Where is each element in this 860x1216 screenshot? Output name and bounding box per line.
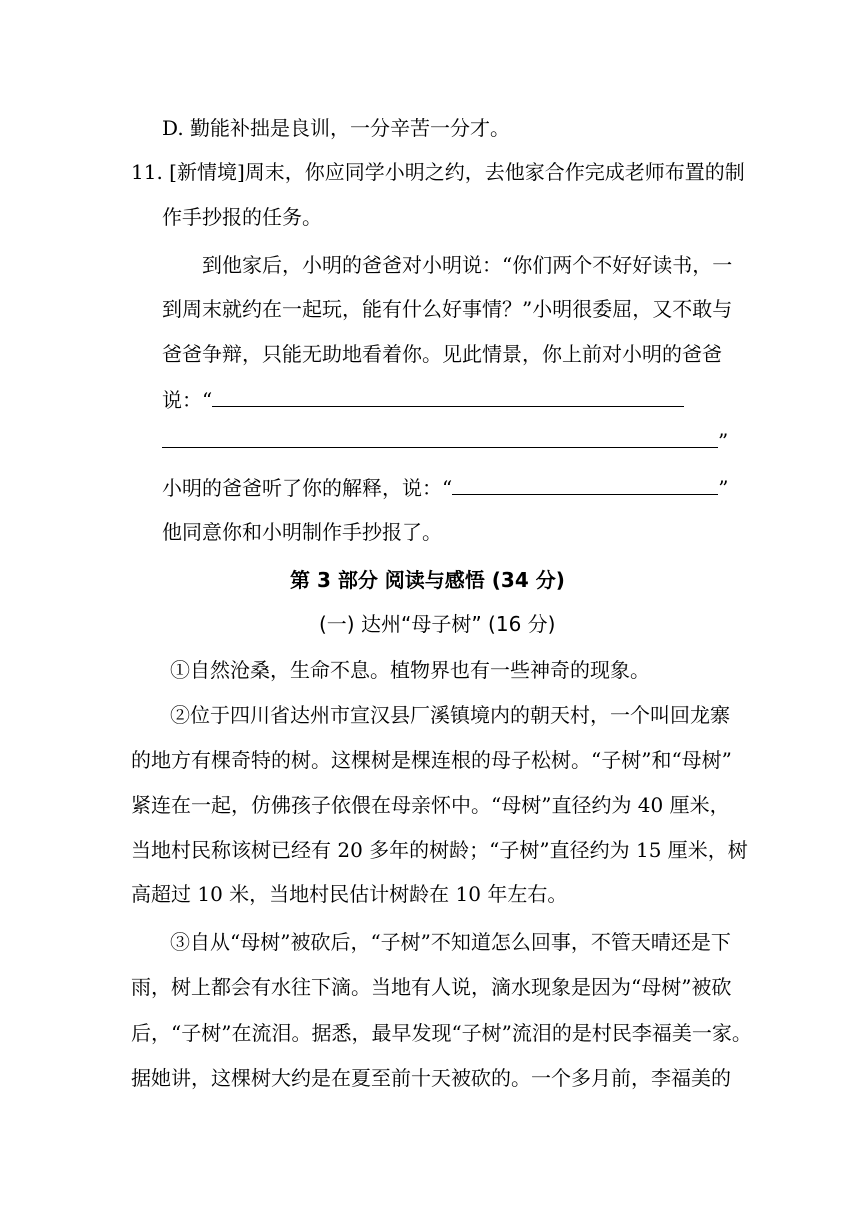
paragraph-2-line: 高超过 10 米，当地村民估计树龄在 10 年左右。 [131, 882, 568, 906]
closing-quote: ” [718, 476, 729, 500]
question-11-line: 爸爸争辩，只能无助地看着你。见此情景，你上前对小明的爸爸 [162, 342, 722, 366]
paragraph-1: ①自然沧桑，生命不息。植物界也有一些神奇的现象。 [170, 658, 650, 682]
question-11-line: 到周末就约在一起玩，能有什么好事情？”小明很委屈，又不敢与 [162, 297, 733, 321]
closing-quote: ” [718, 429, 729, 453]
paragraph-3-line: 据她讲，这棵树大约是在夏至前十天被砍的。一个多月前，李福美的 [131, 1066, 731, 1090]
part-title: 第 3 部分 阅读与感悟 (34 分) [290, 568, 565, 592]
question-11-line: 到他家后，小明的爸爸对小明说：“你们两个不好好读书，一 [202, 253, 733, 277]
paragraph-3-line: 后，“子树”在流泪。据悉，最早发现“子树”流泪的是村民李福美一家。 [131, 1021, 752, 1045]
question-11-line: 他同意你和小明制作手抄报了。 [162, 520, 442, 544]
answer-blank[interactable] [452, 478, 718, 495]
paragraph-3-line: ③自从“母树”被砍后，“子树”不知道怎么回事，不管天晴还是下 [170, 930, 731, 954]
paragraph-2-line: 的地方有棵奇特的树。这棵树是棵连根的母子松树。“子树”和“母树” [131, 748, 732, 772]
paragraph-3-line: 雨，树上都会有水往下滴。当地有人说，滴水现象是因为“母树”被砍 [131, 975, 732, 999]
question-11-line: 作手抄报的任务。 [162, 205, 322, 229]
question-11-stem: 11. [新情境]周末，你应同学小明之约，去他家合作完成老师布置的制 [131, 160, 745, 184]
answer-prefix: 小明的爸爸听了你的解释，说：“ [162, 476, 453, 500]
passage-title: (一) 达州“母子树” (16 分) [319, 612, 556, 636]
paragraph-2-line: 当地村民称该树已经有 20 多年的树龄；“子树”直径约为 15 厘米，树 [131, 838, 748, 862]
paragraph-2-line: 紧连在一起，仿佛孩子依偎在母亲怀中。“母树”直径约为 40 厘米， [131, 793, 730, 817]
answer-line-2 [162, 431, 728, 451]
answer-blank[interactable] [162, 431, 718, 448]
answer-blank[interactable] [212, 390, 684, 407]
paragraph-2-line: ②位于四川省达州市宣汉县厂溪镇境内的朝天村，一个叫回龙寨 [170, 703, 730, 727]
answer-line-3 [162, 478, 728, 498]
answer-prefix: 说：“ [162, 388, 213, 412]
option-d: D. 勤能补拙是良训，一分辛苦一分才。 [162, 116, 511, 140]
answer-line-1 [162, 390, 684, 410]
